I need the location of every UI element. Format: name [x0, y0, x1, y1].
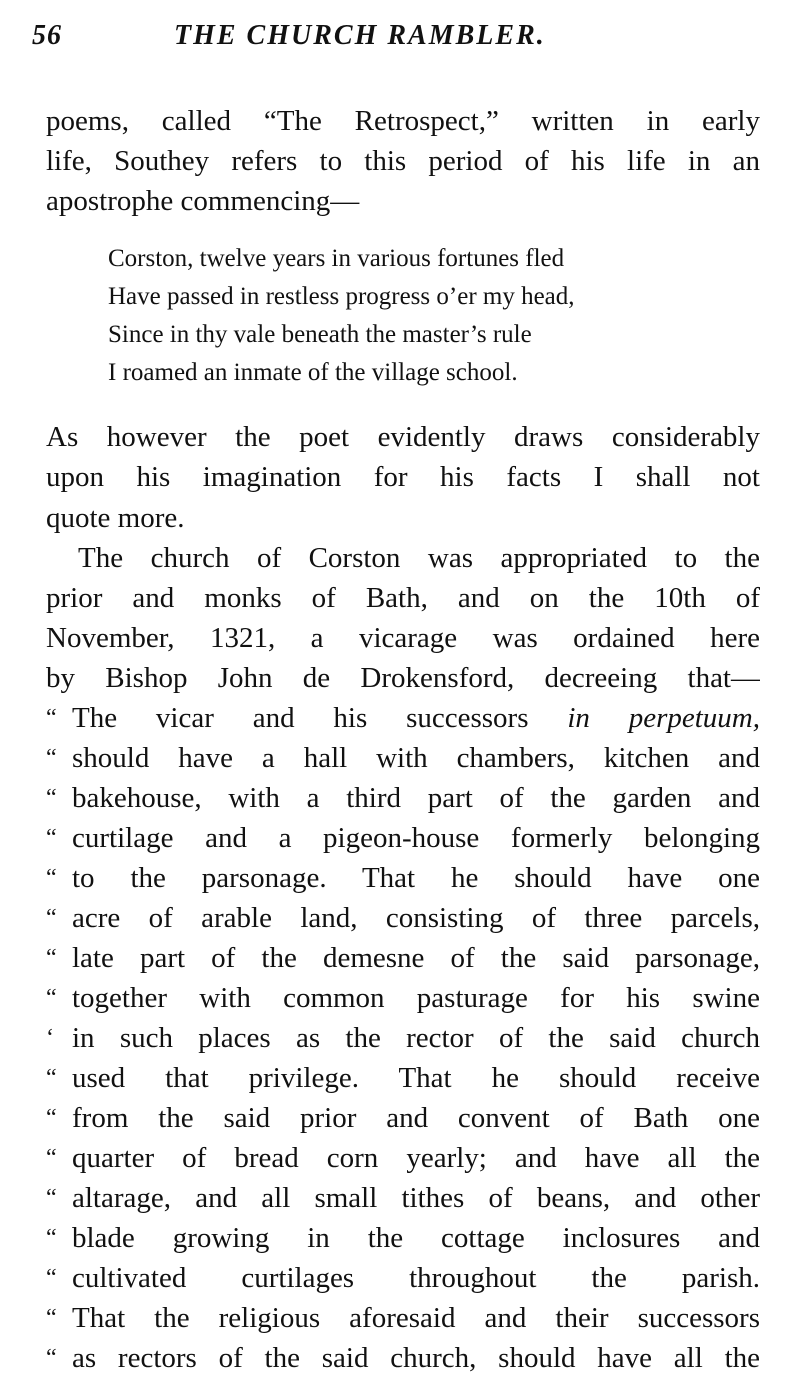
quote-mark: “: [46, 825, 57, 851]
text-line: life, Southey refers to this period of his life in an: [46, 145, 760, 177]
quote-line: [46, 1218, 760, 1258]
text-line: upon his imagination for his facts I shall not: [46, 461, 760, 493]
quote-mark: “: [46, 1145, 57, 1171]
quote-text: cultivated curtilages throughout the parish.: [72, 1262, 760, 1294]
quote-line: [46, 818, 760, 858]
quote-mark: “: [46, 745, 57, 771]
quote-line: [46, 1058, 760, 1098]
quote-text: in such places as the rector of the said church: [72, 1022, 760, 1054]
quote-line: [46, 1178, 760, 1218]
quote-text: to the parsonage. That he should have one: [72, 862, 760, 894]
quote-mark: “: [46, 865, 57, 891]
text-line: November, 1321, a vicarage was ordained here: [46, 622, 760, 654]
quote-text: That the religious aforesaid and their successors: [72, 1302, 760, 1334]
quote-mark: “: [46, 1345, 57, 1371]
quote-mark: “: [46, 1065, 57, 1091]
quote-line: [46, 1338, 760, 1378]
quote-mark: “: [46, 1305, 57, 1331]
quote-mark: “: [46, 785, 57, 811]
quote-line: [46, 978, 760, 1018]
quote-text: altarage, and all small tithes of beans, and other: [72, 1182, 760, 1214]
text-line: apostrophe commencing—: [46, 185, 360, 217]
quote-text: from the said prior and convent of Bath one: [72, 1102, 760, 1134]
verse-line: Corston, twelve years in various fortunes fled: [108, 245, 565, 272]
quote-line: [46, 698, 760, 738]
page-header: [32, 20, 772, 60]
quote-text: The vicar and his successors: [72, 702, 568, 734]
quote-text: late part of the demesne of the said parsonage,: [72, 942, 760, 974]
quote-mark: “: [46, 705, 57, 731]
quote-mark: “: [46, 1265, 57, 1291]
page-number: 56: [32, 20, 62, 51]
quote-line: [46, 1098, 760, 1138]
quote-line: [46, 858, 760, 898]
quote-mark: “: [46, 945, 57, 971]
latin-phrase: in perpetuum,: [567, 702, 760, 734]
quote-mark: “: [46, 1185, 57, 1211]
quote-text: blade growing in the cottage inclosures and: [72, 1222, 760, 1254]
quote-line: [46, 938, 760, 978]
quote-mark: “: [46, 985, 57, 1011]
quote-line: [46, 778, 760, 818]
verse-line: Since in thy vale beneath the master’s rule: [108, 321, 532, 348]
text-line: The church of Corston was appropriated to the: [78, 542, 760, 574]
text-line: by Bishop John de Drokensford, decreeing that—: [46, 662, 760, 694]
running-title: THE CHURCH RAMBLER.: [174, 20, 546, 51]
text-line: poems, called “The Retrospect,” written in early: [46, 105, 760, 137]
quote-text: as rectors of the said church, should have all the: [72, 1342, 760, 1374]
quote-line: [46, 1018, 760, 1058]
quote-text: bakehouse, with a third part of the garden and: [72, 782, 760, 814]
quote-text: used that privilege. That he should receive: [72, 1062, 760, 1094]
quote-mark: ‘: [46, 1025, 54, 1051]
text-line: As however the poet evidently draws considerably: [46, 421, 760, 453]
quote-line: [46, 738, 760, 778]
quote-mark: “: [46, 905, 57, 931]
quote-text: curtilage and a pigeon-house formerly belonging: [72, 822, 760, 854]
quote-line: [46, 1258, 760, 1298]
quote-line: [46, 898, 760, 938]
text-line: quote more.: [46, 502, 185, 534]
quote-mark: “: [46, 1225, 57, 1251]
quote-line: [46, 1298, 760, 1338]
quote-line: [46, 1138, 760, 1178]
quote-mark: “: [46, 1105, 57, 1131]
quote-text: should have a hall with chambers, kitchen and: [72, 742, 760, 774]
quote-text: acre of arable land, consisting of three parcels,: [72, 902, 760, 934]
text-line: prior and monks of Bath, and on the 10th of: [46, 582, 760, 614]
verse-line: I roamed an inmate of the village school.: [108, 359, 518, 386]
quote-text: together with common pasturage for his swine: [72, 982, 760, 1014]
verse-line: Have passed in restless progress o’er my head,: [108, 283, 575, 310]
quote-text: quarter of bread corn yearly; and have all the: [72, 1142, 760, 1174]
